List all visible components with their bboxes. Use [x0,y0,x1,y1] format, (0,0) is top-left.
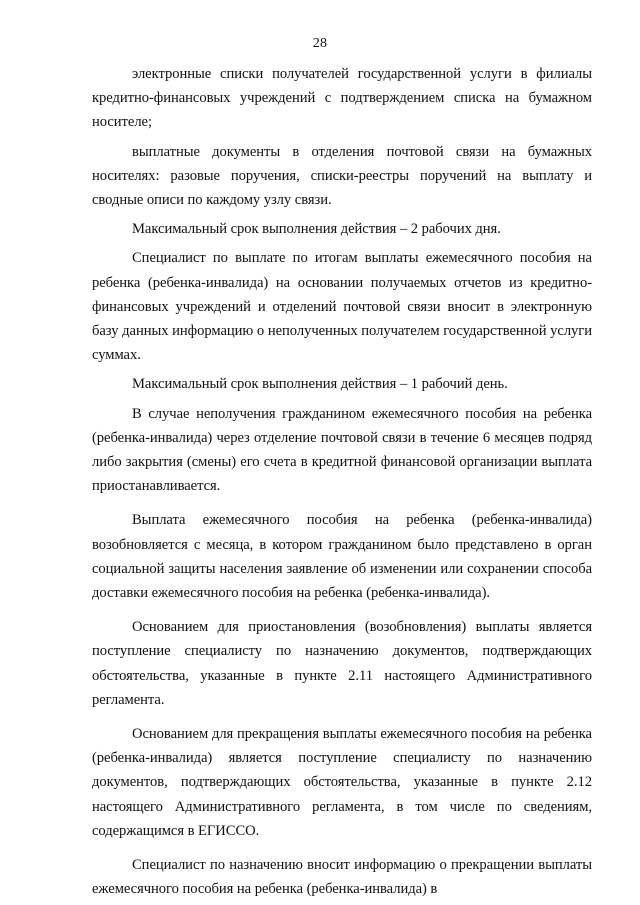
paragraph-resumption: Выплата ежемесячного пособия на ребенка (ребенка-инвалида) возобновляется с месяца, в котором гражданином было представлено в орган социальной защиты населения заявление об изменении или сохранении способа доставки ежемесячного пособия на ребенка (ребенка-инвалида). [92,512,592,602]
paragraph-max-term-2-days: Максимальный срок выполнения действия – 2 рабочих дня. [132,221,501,238]
paragraph-electronic-lists: электронные списки получателей государственной услуги в филиалы кредитно-финансовых учреждений с подтверждением списка на бумажном носителе; [92,66,592,131]
paragraph-grounds-termination: Основанием для прекращения выплаты ежемесячного пособия на ребенка (ребенка-инвалида) является поступление специалисту по назначению документов, подтверждающих обстоятельства, указанные в пункте 2.12 настоящего Административного регламента, в том числе по сведениям, содержащимся в ЕГИССО. [92,726,592,839]
paragraph-max-term-1-day: Максимальный срок выполнения действия – 1 рабочий день. [132,376,508,393]
paragraph-payment-documents: выплатные документы в отделения почтовой связи на бумажных носителях: разовые поручения, списки-реестры поручений на выплату и сводные описи по каждому узлу связи. [92,143,592,209]
paragraph-payment-specialist: Специалист по выплате по итогам выплаты ежемесячного пособия на ребенка (ребенка-инвалида) на основании получаемых отчетов из кредитно-финансовых учреждений и отделений почтовой связи вносит в электронную базу данных информацию о неполученных получателем государственной услуги суммах. [92,250,592,364]
paragraph-termination-entry: Специалист по назначению вносит информацию о прекращении выплаты ежемесячного пособия на ребенка (ребенка-инвалида) в [92,857,592,898]
paragraph-suspension-case: В случае неполучения гражданином ежемесячного пособия на ребенка (ребенка-инвалида) через отделение почтовой связи в течение 6 месяцев подряд либо закрытия (смены) его счета в кредитной финансовой организации выплата приостанавливается. [92,405,592,495]
body-text [92,62,592,902]
paragraph-grounds-suspension: Основанием для приостановления (возобновления) выплаты является поступление специалисту по назначению документов, подтверждающих обстоятельства, указанные в пункте 2.11 настоящего Административного регламента. [92,619,592,708]
page-number: 28 [312,36,328,51]
